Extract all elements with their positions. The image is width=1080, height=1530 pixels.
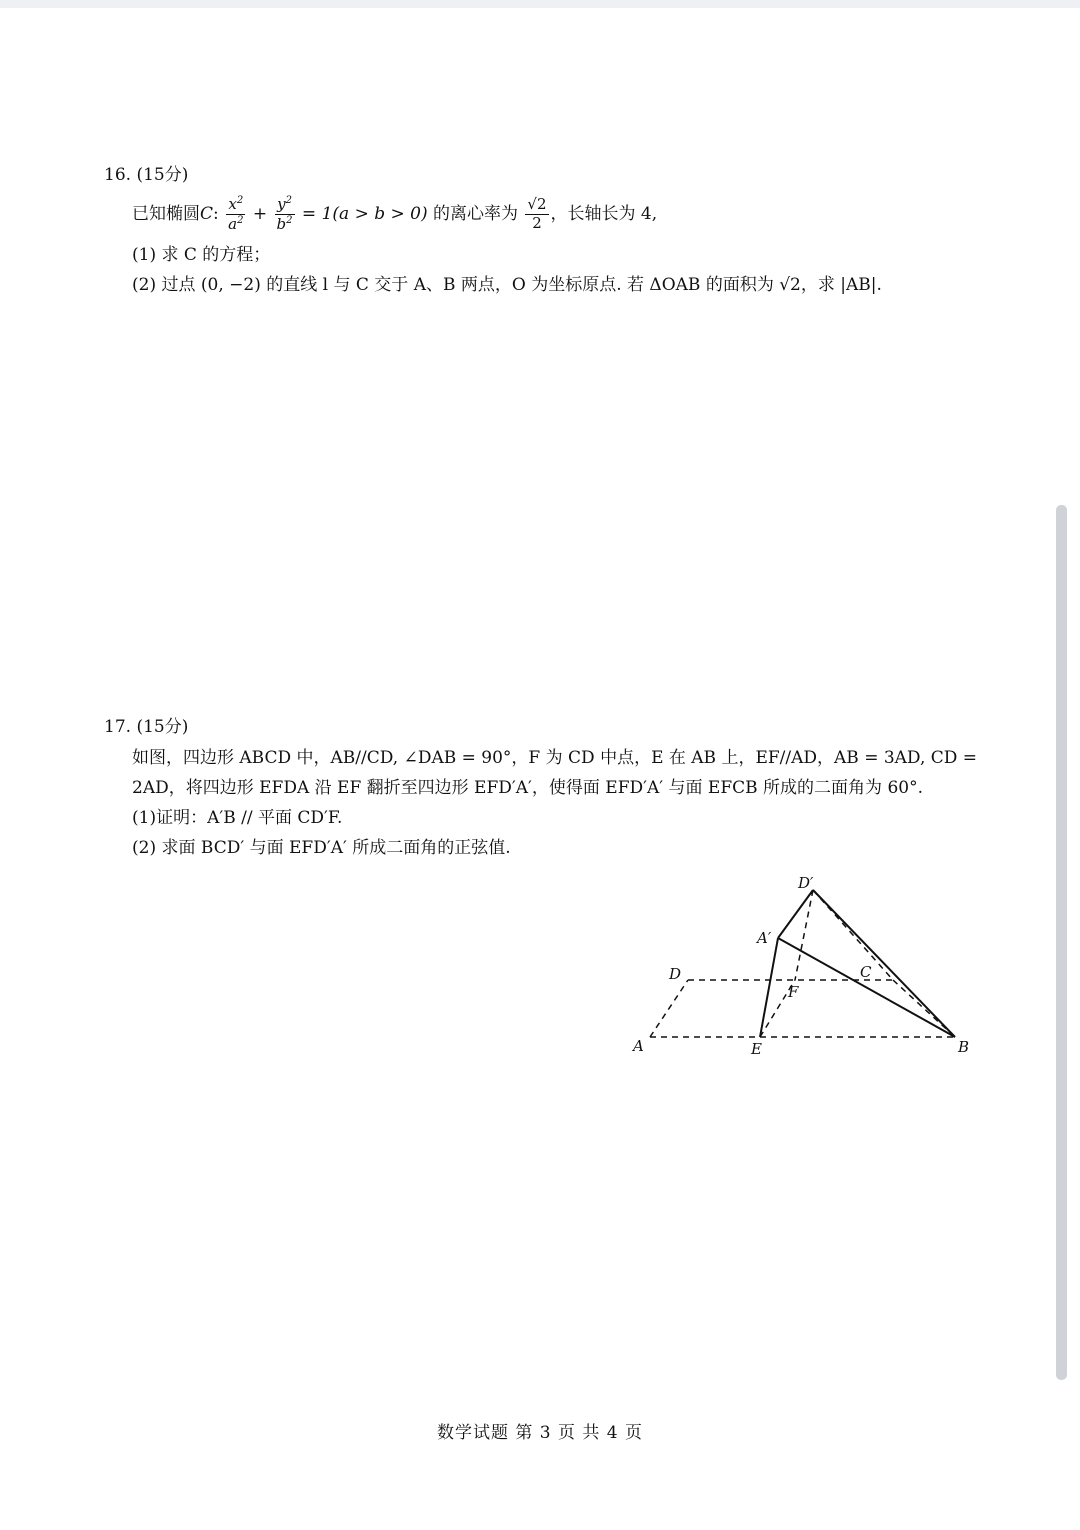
question-16-header: 16. (15分) xyxy=(104,165,189,185)
question-17-line-2: 2AD，将四边形 EFDA 沿 EF 翻折至四边形 EFD′A′，使得面 EFD′A′ 与面 EFCB 所成的二面角为 60°. xyxy=(132,778,923,798)
segment-A'B xyxy=(778,938,955,1037)
label-C: C xyxy=(860,963,872,981)
question-17-part-1: (1)证明：A′B // 平面 CD′F. xyxy=(132,808,343,828)
intro-text-c: ，长轴长为 4, xyxy=(550,203,658,224)
question-17-part-2: (2) 求面 BCD′ 与面 EFD′A′ 所成二面角的正弦值. xyxy=(132,838,511,858)
label-D: D xyxy=(669,965,682,983)
segment-AD xyxy=(650,980,688,1037)
intro-text-a: 已知椭圆 xyxy=(132,203,200,224)
fraction-x-over-a: $\frac{x^2}{a^2}$ xyxy=(228,195,244,233)
curve-name: C xyxy=(200,203,214,224)
question-17-header: 17. (15分) xyxy=(104,717,189,737)
label-F: F xyxy=(788,983,799,1001)
segment-D'B xyxy=(813,890,955,1037)
fraction-y-over-b: $\frac{y^2}{b^2}$ xyxy=(276,195,293,233)
frac1-numerator: x xyxy=(228,195,237,213)
question-16-part-1: (1) 求 C 的方程； xyxy=(132,245,271,265)
geometry-figure xyxy=(620,870,990,1070)
frac2-denominator: b xyxy=(276,214,287,233)
eccentricity-fraction xyxy=(525,197,548,232)
page-footer: 数学试题 第 3 页 共 4 页 xyxy=(436,1423,644,1443)
label-D-prime: D′ xyxy=(798,874,814,892)
question-16-part-2: (2) 过点 (0, −2) 的直线 l 与 C 交于 A、B 两点，O 为坐标原点. 若 ΔOAB 的面积为 √2，求 |AB|. xyxy=(132,275,882,295)
frac1-denominator: a xyxy=(228,214,238,233)
vertical-scrollbar[interactable] xyxy=(1056,505,1067,1380)
question-17-line-1: 如图，四边形 ABCD 中，AB//CD, ∠DAB = 90°，F 为 CD 中点，E 在 AB 上，EF//AD，AB = 3AD, CD = xyxy=(132,748,978,768)
label-E: E xyxy=(751,1040,762,1058)
equation-rest: = 1(a > b > 0) xyxy=(296,203,434,224)
plus-sign: + xyxy=(247,203,273,224)
top-bar xyxy=(0,0,1080,8)
frac2-numerator: y xyxy=(277,195,286,213)
intro-text-b: 的离心率为 xyxy=(433,203,519,224)
intro-colon: : xyxy=(213,203,219,224)
label-A-prime: A′ xyxy=(757,929,772,947)
segment-A'E xyxy=(760,938,778,1037)
label-B: B xyxy=(958,1038,970,1056)
question-16-intro xyxy=(132,196,657,233)
eccentricity-numerator: √2 xyxy=(527,195,547,213)
label-A: A xyxy=(633,1037,644,1055)
eccentricity-denominator: 2 xyxy=(532,213,542,232)
